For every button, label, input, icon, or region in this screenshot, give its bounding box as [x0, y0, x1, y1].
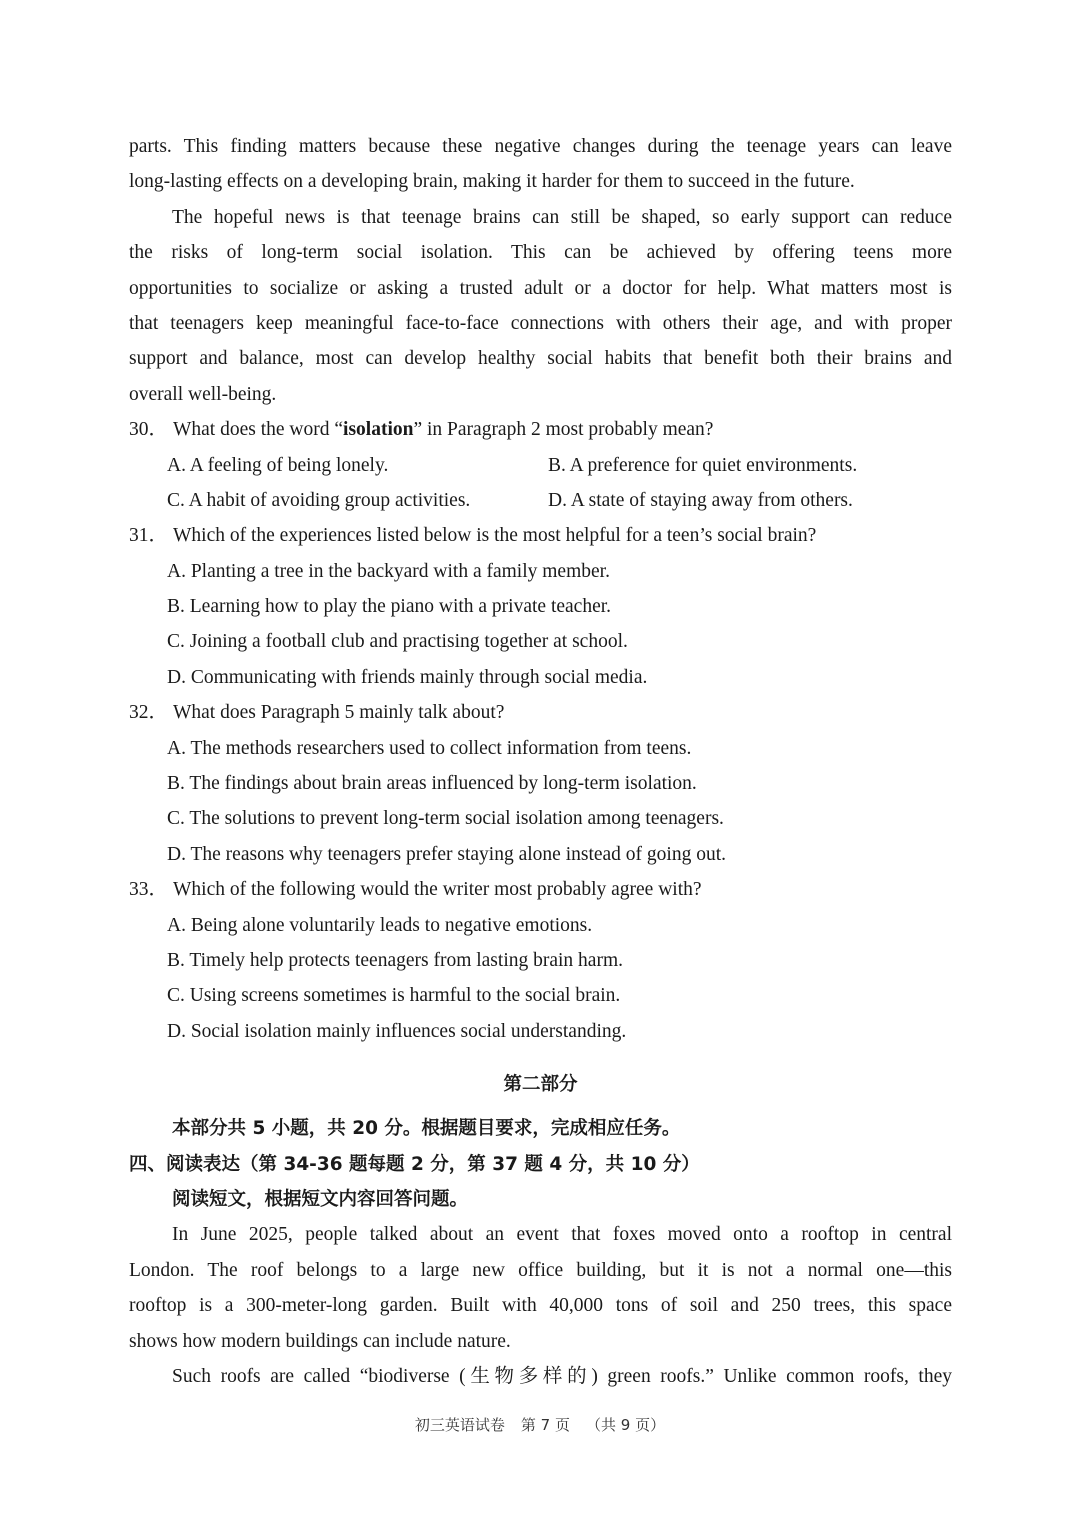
option-b: B. A preference for quiet environments.: [548, 454, 858, 476]
question-number: 32．: [129, 702, 169, 724]
question-30: [129, 412, 952, 518]
option-d: D. Social isolation mainly influences social understanding.: [167, 1020, 627, 1042]
text-line: opportunities to socialize or asking a trusted adult or a doctor for help. What matters most is: [129, 277, 952, 299]
paragraph-hopeful-news: [129, 200, 952, 412]
option-a: A. The methods researchers used to collect information from teens.: [167, 737, 692, 759]
text-line: support and balance, most can develop healthy social habits that benefit both their brains and: [129, 348, 952, 370]
part-two-title: 第二部分: [503, 1074, 578, 1096]
part-two-intro: 本部分共 5 小题，共 20 分。根据题目要求，完成相应任务。: [172, 1118, 681, 1140]
option-c: C. A habit of avoiding group activities.: [167, 489, 471, 511]
text-line: the risks of long-term social isolation. This can be achieved by offering teens more: [129, 242, 952, 264]
text-line: London. The roof belongs to a large new office building, but it is not a normal one—this: [129, 1259, 952, 1281]
option-c: C. The solutions to prevent long-term social isolation among teenagers.: [167, 808, 724, 830]
paragraph-green-roofs: Such roofs are called “biodiverse (生物多样的) green roofs.” Unlike common roofs, they: [172, 1365, 952, 1387]
question-number: 33．: [129, 879, 169, 901]
option-b: B. Learning how to play the piano with a private teacher.: [167, 596, 612, 618]
text-line: In June 2025, people talked about an event that foxes moved onto a rooftop in central: [172, 1224, 952, 1246]
exam-page: [129, 129, 952, 1394]
text-line: parts. This finding matters because these negative changes during the teenage years can leave: [129, 136, 952, 157]
exam-name: 初三英语试卷: [414, 1416, 505, 1434]
question-stem: What does Paragraph 5 mainly talk about?: [173, 702, 505, 724]
option-a: A. Planting a tree in the backyard with a family member.: [167, 560, 610, 582]
question-stem: Which of the experiences listed below is the most helpful for a teen’s social brain?: [173, 525, 817, 547]
option-b: B. The findings about brain areas influenced by long-term isolation.: [167, 773, 697, 795]
option-a: A. A feeling of being lonely.: [167, 454, 389, 476]
option-d: D. Communicating with friends mainly through social media.: [167, 666, 648, 688]
option-d: D. A state of staying away from others.: [548, 489, 853, 511]
question-33: [129, 872, 952, 1049]
option-c: C. Joining a football club and practising together at school.: [167, 631, 628, 653]
option-b: B. Timely help protects teenagers from lasting brain harm.: [167, 949, 623, 971]
question-number: 31．: [129, 525, 169, 547]
text-line: The hopeful news is that teenage brains can still be shaped, so early support can reduce: [172, 206, 952, 228]
question-stem: What does the word “isolation” in Paragraph 2 most probably mean?: [173, 419, 714, 441]
question-stem: Which of the following would the writer most probably agree with?: [173, 879, 702, 901]
question-31: [129, 518, 952, 695]
option-d: D. The reasons why teenagers prefer staying alone instead of going out.: [167, 843, 727, 865]
text-line: shows how modern buildings can include nature.: [129, 1330, 511, 1352]
page-total: （共 9 页）: [586, 1416, 666, 1434]
option-c: C. Using screens sometimes is harmful to the social brain.: [167, 985, 621, 1007]
page-footer: [0, 1414, 1080, 1435]
page-number: 第 7 页: [520, 1416, 570, 1434]
option-a: A. Being alone voluntarily leads to negative emotions.: [167, 914, 593, 936]
question-number: 30．: [129, 419, 169, 441]
text-line: long-lasting effects on a developing brain, making it harder for them to succeed in the future.: [129, 171, 855, 193]
question-32: [129, 695, 952, 872]
keyword: isolation: [343, 419, 414, 441]
paragraph-foxes-rooftop: [129, 1217, 952, 1359]
text-line: rooftop is a 300-meter-long garden. Built with 40,000 tons of soil and 250 trees, this space: [129, 1295, 952, 1317]
section-four-heading: 四、阅读表达（第 34-36 题每题 2 分，第 37 题 4 分，共 10 分）: [129, 1153, 700, 1175]
section-instruction: 阅读短文，根据短文内容回答问题。: [172, 1188, 469, 1210]
text-line: overall well-being.: [129, 383, 277, 405]
text-line: that teenagers keep meaningful face-to-face connections with others their age, and with proper: [129, 312, 952, 334]
paragraph-continued: [129, 129, 952, 200]
